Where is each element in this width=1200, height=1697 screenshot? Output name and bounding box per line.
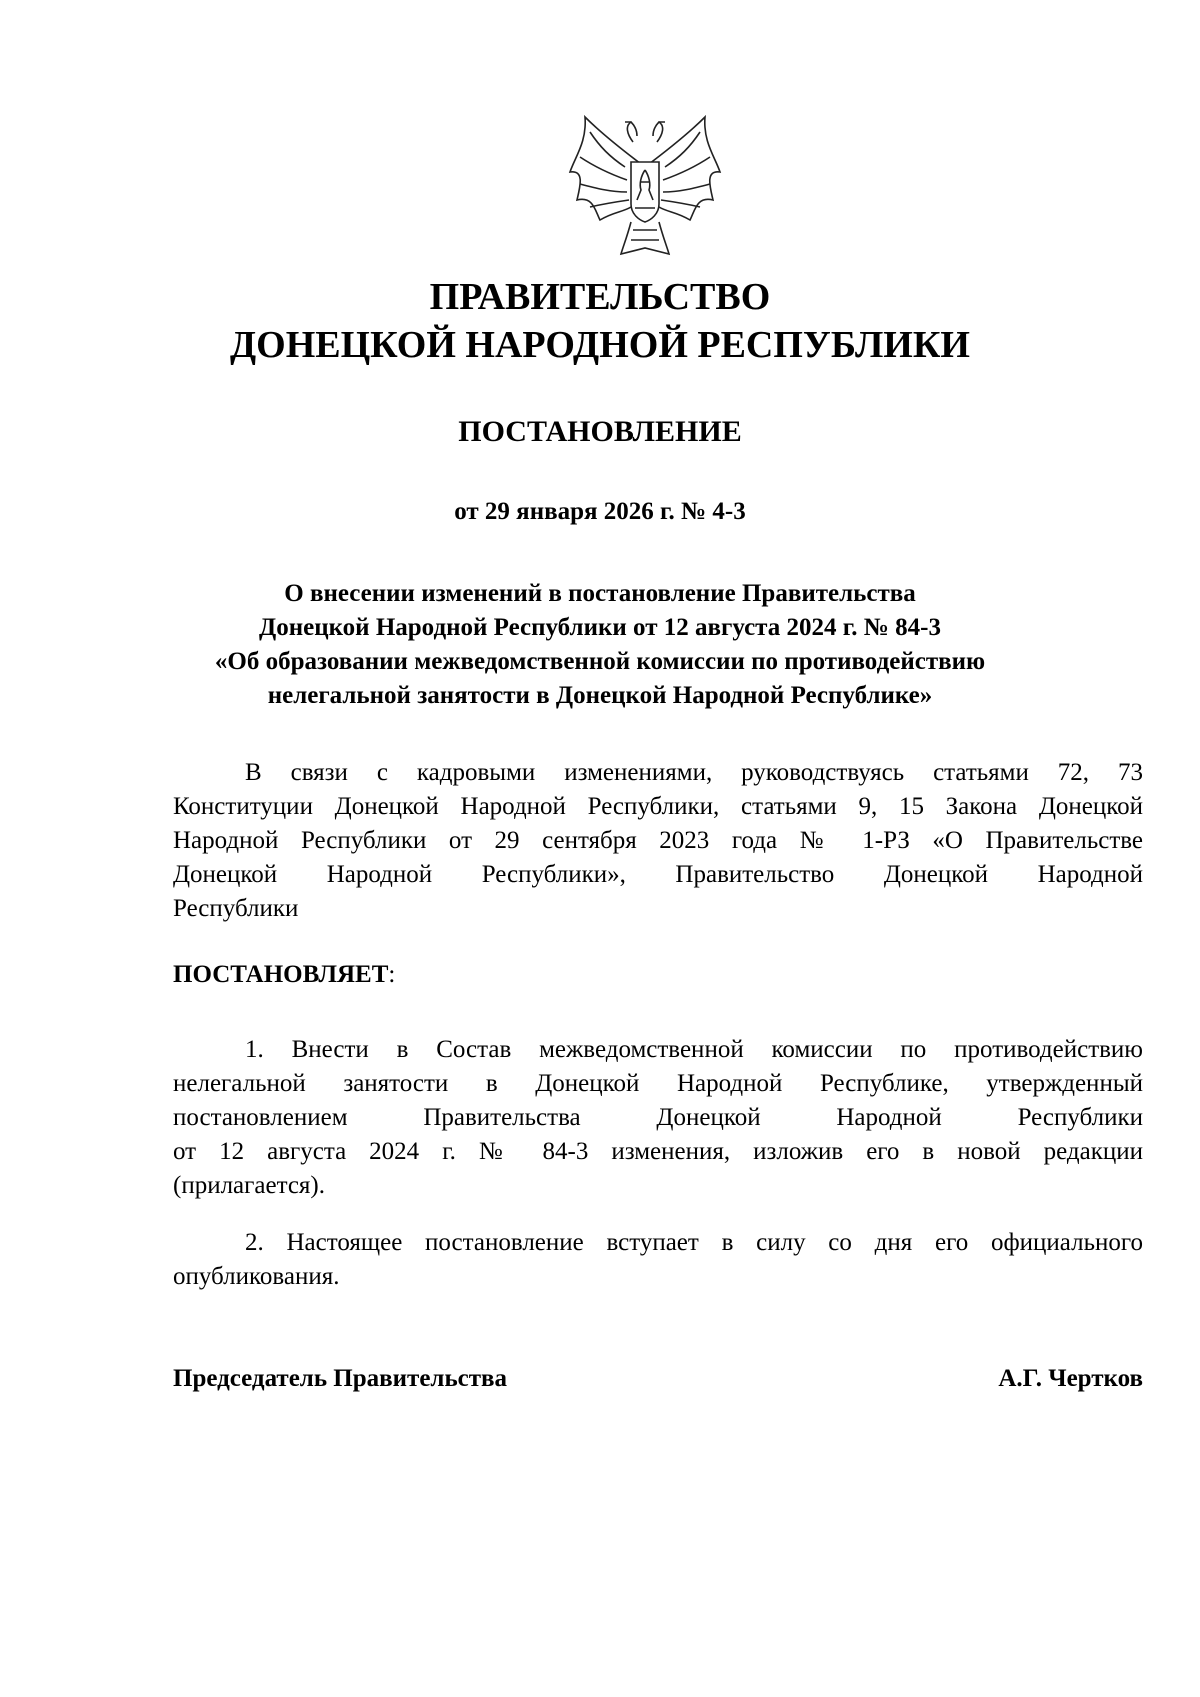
subject-line: нелегальной занятости в Донецкой Народной Республике»	[267, 682, 933, 709]
item-line: постановлением Правительства Донецкой Народной Республики	[173, 1104, 1143, 1131]
preamble-line: Донецкой Народной Республики», Правительство Донецкой Народной	[173, 861, 1143, 888]
decree-item-1	[173, 1033, 1143, 1203]
item-line: от 12 августа 2024 г. № 84-3 изменения, изложив его в новой редакции	[173, 1138, 1143, 1165]
item-line: опубликования.	[173, 1263, 340, 1290]
preamble-line: В связи с кадровыми изменениями, руководствуясь статьями 72, 73	[245, 759, 1143, 786]
dpr-coat-of-arms-icon	[565, 112, 725, 262]
subject-line: «Об образовании межведомственной комиссии по противодействию	[214, 648, 986, 675]
decree-word: ПОСТАНОВЛЯЕТ	[173, 961, 389, 988]
preamble-line: Республики	[173, 895, 299, 922]
preamble-paragraph	[173, 756, 1143, 926]
subject-line: Донецкой Народной Республики от 12 августа 2024 г. № 84-3	[259, 614, 941, 641]
decree-item-2	[173, 1226, 1143, 1294]
preamble-line: Конституции Донецкой Народной Республики, статьями 9, 15 Закона Донецкой	[173, 793, 1143, 820]
signatory-name: А.Г. Чертков	[998, 1365, 1143, 1392]
item-line: (прилагается).	[173, 1172, 326, 1199]
government-name-line2: ДОНЕЦКОЙ НАРОДНОЙ РЕСПУБЛИКИ	[230, 324, 970, 366]
document-date-number: от 29 января 2026 г. № 4-3	[454, 498, 746, 525]
government-name-line1: ПРАВИТЕЛЬСТВО	[429, 276, 771, 318]
item-line: нелегальной занятости в Донецкой Народной Республике, утвержденный	[173, 1070, 1143, 1097]
document-type: ПОСТАНОВЛЕНИЕ	[458, 415, 742, 448]
preamble-line: Народной Республики от 29 сентября 2023 года № 1-РЗ «О Правительстве	[173, 827, 1143, 854]
item-line: 2. Настоящее постановление вступает в силу со дня его официального	[245, 1229, 1143, 1256]
subject-line: О внесении изменений в постановление Правительства	[284, 580, 916, 607]
decree-heading	[173, 958, 395, 992]
signatory-position: Председатель Правительства	[173, 1365, 508, 1392]
item-line: 1. Внести в Состав межведомственной комиссии по противодействию	[245, 1036, 1143, 1063]
decree-colon: :	[388, 961, 396, 988]
